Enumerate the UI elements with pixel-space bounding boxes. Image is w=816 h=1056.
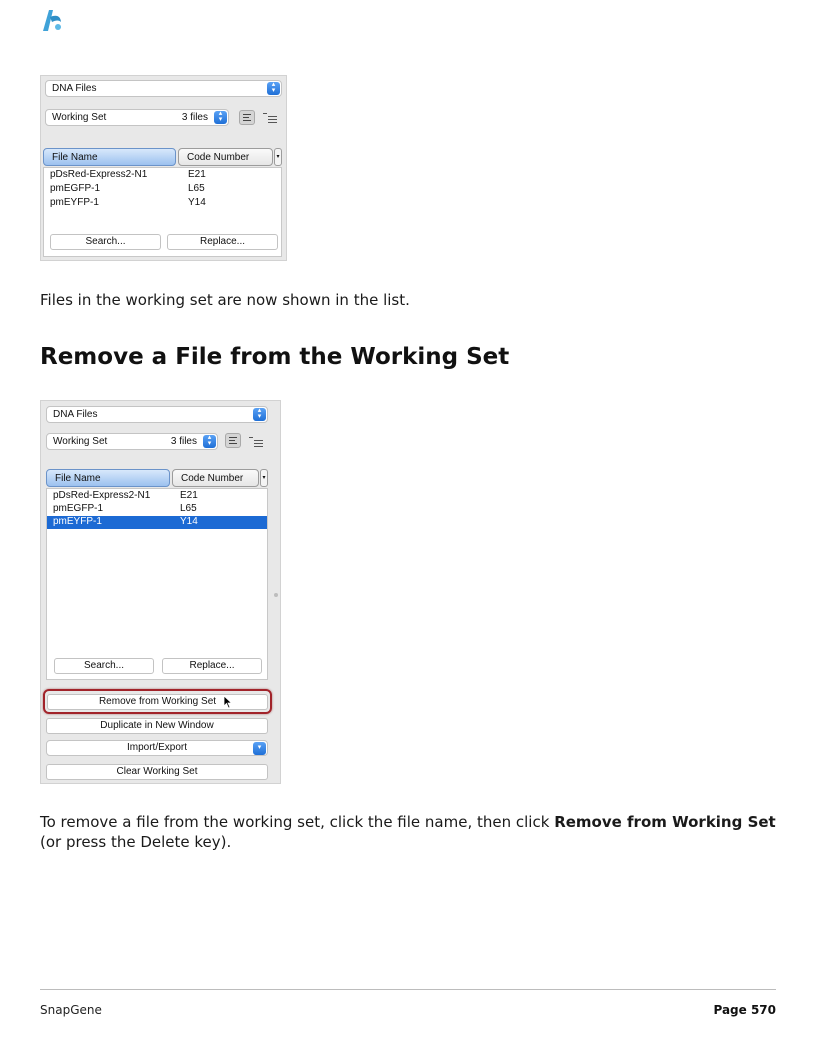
dna-files-panel-1 <box>40 75 287 261</box>
code-number-cell: L65 <box>188 183 205 194</box>
search-button[interactable]: Search... <box>50 234 161 250</box>
chevron-updown-icon: ▴ ▾ <box>267 82 280 95</box>
hierarchy-view-icon[interactable] <box>263 111 279 125</box>
replace-button[interactable]: Replace... <box>167 234 278 250</box>
file-count: 3 files <box>170 436 197 447</box>
table-row[interactable] <box>47 490 267 503</box>
source-select[interactable] <box>46 406 268 423</box>
caption-text: To remove a file from the working set, click the file name, then click <box>40 813 555 831</box>
file-name-cell: pmEYFP-1 <box>53 516 102 527</box>
table-row[interactable] <box>47 503 267 516</box>
footer-page-number: Page 570 <box>713 1003 776 1017</box>
working-set-label: Working Set <box>52 112 107 123</box>
caption-remove-instructions <box>40 812 780 852</box>
file-list <box>43 167 282 257</box>
table-row[interactable] <box>44 182 281 196</box>
list-view-icon[interactable] <box>225 433 241 448</box>
source-select[interactable] <box>45 80 282 97</box>
working-set-label: Working Set <box>53 436 108 447</box>
chevron-updown-icon: ▴ ▾ <box>214 111 227 124</box>
code-number-cell: Y14 <box>188 197 206 208</box>
snapgene-logo-icon <box>40 7 64 33</box>
clear-working-set-button[interactable]: Clear Working Set <box>46 764 268 780</box>
section-heading: Remove a File from the Working Set <box>40 344 510 370</box>
caption-working-set-shown: Files in the working set are now shown in the list. <box>40 291 410 309</box>
footer-divider <box>40 989 776 990</box>
file-name-cell: pmEGFP-1 <box>53 503 104 514</box>
working-set-select[interactable] <box>45 109 229 126</box>
source-select-label: DNA Files <box>52 83 97 94</box>
file-count: 3 files <box>181 112 208 123</box>
file-list <box>46 488 268 680</box>
file-name-column-header[interactable] <box>43 148 176 166</box>
table-row-selected[interactable] <box>47 516 267 529</box>
file-name-header-label: File Name <box>55 473 101 484</box>
table-row[interactable] <box>44 168 281 182</box>
file-name-cell: pmEYFP-1 <box>50 197 99 208</box>
column-menu-chevron-icon[interactable]: ▾ <box>260 469 268 487</box>
code-number-header-label: Code Number <box>187 152 250 163</box>
dna-files-panel-2 <box>40 400 281 784</box>
duplicate-in-new-window-button[interactable]: Duplicate in New Window <box>46 718 268 734</box>
chevron-down-icon: ▾ <box>253 742 266 755</box>
code-number-header-label: Code Number <box>181 473 244 484</box>
code-number-column-header[interactable] <box>172 469 259 487</box>
table-row[interactable] <box>44 196 281 210</box>
file-name-cell: pDsRed-Express2-N1 <box>50 169 148 180</box>
footer-product-name: SnapGene <box>40 1003 102 1017</box>
file-name-cell: pDsRed-Express2-N1 <box>53 490 151 501</box>
chevron-updown-icon: ▴ ▾ <box>253 408 266 421</box>
remove-from-working-set-button[interactable]: Remove from Working Set <box>47 694 268 710</box>
import-export-select[interactable] <box>46 740 268 756</box>
code-number-cell: E21 <box>180 490 198 501</box>
hierarchy-view-icon[interactable] <box>249 435 265 449</box>
file-name-cell: pmEGFP-1 <box>50 183 101 194</box>
file-name-column-header[interactable] <box>46 469 170 487</box>
replace-button[interactable]: Replace... <box>162 658 262 674</box>
search-button[interactable]: Search... <box>54 658 154 674</box>
code-number-cell: Y14 <box>180 516 198 527</box>
mouse-pointer-icon <box>223 695 233 709</box>
code-number-column-header[interactable] <box>178 148 273 166</box>
highlight-box <box>43 689 272 714</box>
working-set-select[interactable] <box>46 433 218 450</box>
file-name-header-label: File Name <box>52 152 98 163</box>
caption-bold-text: Remove from Working Set <box>554 813 776 831</box>
import-export-label: Import/Export <box>126 742 188 753</box>
chevron-updown-icon: ▴ ▾ <box>203 435 216 448</box>
list-view-icon[interactable] <box>239 110 255 125</box>
code-number-cell: E21 <box>188 169 206 180</box>
caption-text: (or press the Delete key). <box>40 833 232 851</box>
source-select-label: DNA Files <box>53 409 98 420</box>
code-number-cell: L65 <box>180 503 197 514</box>
splitter-handle[interactable] <box>274 593 278 597</box>
column-menu-chevron-icon[interactable]: ▾ <box>274 148 282 166</box>
